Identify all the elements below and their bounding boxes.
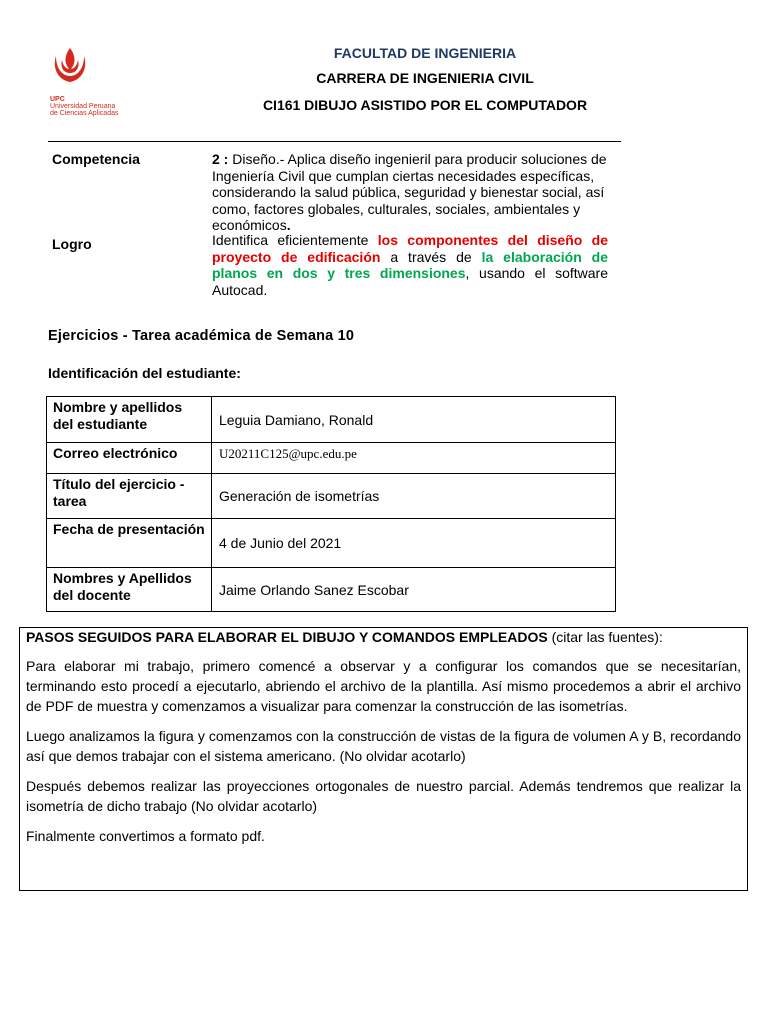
- upc-logo: [50, 46, 130, 126]
- table-row: [47, 443, 616, 474]
- steps-title: [26, 628, 741, 646]
- steps-box: [19, 627, 748, 891]
- course-title: CI161 DIBUJO ASISTIDO POR EL COMPUTADOR: [262, 97, 588, 113]
- upc-flame-icon: [50, 46, 90, 88]
- steps-title-bold: PASOS SEGUIDOS PARA ELABORAR EL DIBUJO Y COMANDOS EMPLEADOS: [26, 629, 548, 645]
- steps-paragraph: Luego analizamos la figura y comenzamos con la construcción de vistas de la figura de volumen A y B, recordando así que demos trabajar con el sistema americano. (No olvidar acotarlo): [26, 728, 741, 764]
- table-row: [47, 519, 616, 568]
- table-row: [47, 568, 616, 612]
- exercise-title-value: Generación de isometrías: [212, 474, 616, 519]
- steps-paragraph: Después debemos realizar las proyecciones ortogonales de nuestro parcial. Además tendremos que realizar la isometría de dicho trabajo (No olvidar acotarlo): [26, 778, 741, 814]
- presentation-date-value: 4 de Junio del 2021: [212, 519, 616, 568]
- student-info-table: [46, 396, 616, 612]
- steps-paragraph: Finalmente convertimos a formato pdf.: [26, 828, 265, 844]
- teacher-name-value: Jaime Orlando Sanez Escobar: [212, 568, 616, 612]
- logro-part-3: , usando el software Autocad.: [212, 265, 609, 298]
- logro-part-2: a través de: [380, 248, 482, 265]
- logo-brand: UPC: [50, 96, 65, 103]
- logo-caption: [50, 96, 119, 117]
- competencia-description: Diseño.- Aplica diseño ingenieril para producir soluciones de Ingeniería Civil que cumplan ciertas necesidades específicas, considerando la salud pública, seguridad y bienestar social, así como, factores globales, culturales, sociales, ambientales y económicos: [212, 151, 607, 233]
- row-label: Fecha de presentación: [47, 519, 212, 568]
- section-subtitle: Identificación del estudiante:: [48, 365, 241, 381]
- logro-part-1: Identifica eficientemente: [212, 232, 378, 248]
- logro-text: [212, 232, 608, 298]
- header-divider: [48, 141, 621, 142]
- row-label: Nombres y Apellidos del docente: [47, 568, 212, 612]
- steps-paragraph: Para elaborar mi trabajo, primero comencé a observar y a configurar los comandos que se necesitarían, terminando esto procedí a ejecutarlo, abriendo el archivo de la plantilla. Así mismo procedemos a abrir el archivo de PDF de muestra y comenzamos a visualizar para comenzar la construcción de las isometrías.: [26, 658, 741, 714]
- logo-line-2: de Ciencias Aplicadas: [50, 110, 119, 117]
- faculty-title: FACULTAD DE INGENIERIA: [333, 45, 517, 61]
- section-title: Ejercicios - Tarea académica de Semana 10: [48, 328, 355, 344]
- competencia-number: 2 :: [212, 151, 229, 167]
- logro-label: Logro: [52, 236, 92, 252]
- logro-highlight-green: la elaboración de planos en dos y tres dimensiones: [212, 248, 609, 281]
- email-value: U20211C125@upc.edu.pe: [212, 443, 616, 474]
- logo-line-1: Universidad Peruana: [50, 103, 116, 110]
- logro-highlight-red: los componentes del diseño de proyecto de edificación: [212, 232, 608, 265]
- steps-title-note: (citar las fuentes):: [547, 629, 663, 645]
- table-row: [47, 474, 616, 519]
- row-label: Nombre y apellidos del estudiante: [47, 397, 212, 443]
- table-row: [47, 397, 616, 443]
- competencia-text: [212, 151, 612, 234]
- competencia-end: .: [286, 217, 291, 233]
- row-label: Correo electrónico: [47, 443, 212, 474]
- row-label: Título del ejercicio - tarea: [47, 474, 212, 519]
- student-name-value: Leguia Damiano, Ronald: [212, 397, 616, 443]
- career-title: CARRERA DE INGENIERIA CIVIL: [316, 70, 534, 86]
- competencia-label: Competencia: [52, 151, 140, 167]
